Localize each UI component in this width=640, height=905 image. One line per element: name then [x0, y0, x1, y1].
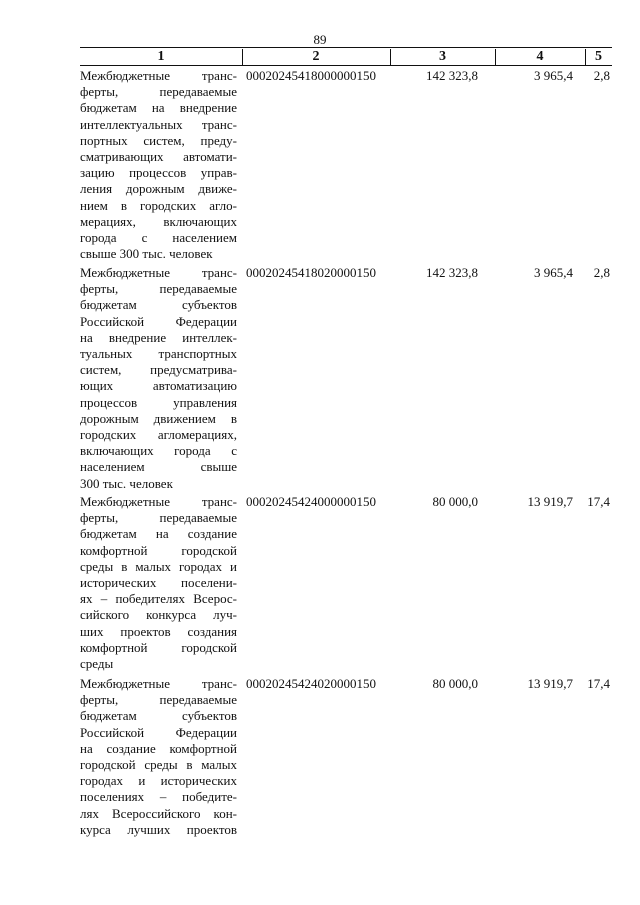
description-line: Российской Федерации — [80, 724, 237, 740]
description-line: свыше 300 тыс. человек — [80, 246, 213, 262]
description-line: среды в малых городах и — [80, 558, 237, 574]
value-col-5: 17,4 — [587, 676, 610, 691]
value-col-5: 2,8 — [593, 265, 610, 280]
description-line: ферты, передаваемые — [80, 84, 237, 100]
row-description — [80, 68, 237, 262]
description-line: города с населением — [80, 230, 237, 246]
description-line: поселениях – победите- — [80, 789, 237, 805]
description-line: комфортной городской — [80, 542, 237, 558]
description-line: на создание комфортной — [80, 740, 237, 756]
column-header-5: 5 — [595, 49, 602, 64]
description-line: курса лучших проектов — [80, 821, 237, 837]
value-col-3: 80 000,0 — [432, 494, 478, 509]
table-header-bottom-rule — [80, 65, 612, 66]
description-line: дорожным движением в — [80, 410, 237, 426]
row-description — [80, 494, 237, 672]
description-line: включающих города с — [80, 443, 237, 459]
description-line: сийского конкурса луч- — [80, 607, 237, 623]
description-line: ферты, передаваемые — [80, 510, 237, 526]
value-col-5: 2,8 — [593, 68, 610, 83]
value-col-4: 13 919,7 — [527, 494, 573, 509]
budget-code: 00020245418000000150 — [246, 68, 376, 83]
column-header-3: 3 — [439, 49, 446, 64]
description-line: населением свыше — [80, 459, 237, 475]
row-description — [80, 265, 237, 492]
budget-code: 00020245418020000150 — [246, 265, 376, 280]
description-line: бюджетам субъектов — [80, 297, 237, 313]
description-line: процессов управления — [80, 394, 237, 410]
description-line: исторических поселени- — [80, 575, 237, 591]
value-col-3: 80 000,0 — [432, 676, 478, 691]
description-line: Межбюджетные транс- — [80, 494, 237, 509]
value-col-5: 17,4 — [587, 494, 610, 509]
description-line: зацию процессов управ- — [80, 165, 237, 181]
value-col-3: 142 323,8 — [426, 265, 478, 280]
description-line: бюджетам на создание — [80, 526, 237, 542]
description-line: Межбюджетные транс- — [80, 265, 237, 280]
description-line: систем, предусматрива- — [80, 362, 237, 378]
description-line: интеллектуальных транс- — [80, 116, 237, 132]
description-line: бюджетам субъектов — [80, 708, 237, 724]
description-line: туальных транспортных — [80, 346, 237, 362]
value-col-4: 3 965,4 — [534, 265, 573, 280]
description-line: портных систем, преду- — [80, 132, 237, 148]
description-line: на внедрение интеллек- — [80, 329, 237, 345]
description-line: ющих автоматизацию — [80, 378, 237, 394]
table-top-rule — [80, 47, 612, 48]
description-line: бюджетам на внедрение — [80, 100, 237, 116]
budget-code: 00020245424020000150 — [246, 676, 376, 691]
description-line: 300 тыс. человек — [80, 475, 173, 491]
description-line: сматривающих автомати- — [80, 149, 237, 165]
column-header-2: 2 — [312, 49, 320, 64]
description-line: Межбюджетные транс- — [80, 68, 237, 83]
value-col-4: 13 919,7 — [527, 676, 573, 691]
value-col-3: 142 323,8 — [426, 68, 478, 83]
budget-code: 00020245424000000150 — [246, 494, 376, 509]
description-line: лях Всероссийского кон- — [80, 805, 237, 821]
description-line: ферты, передаваемые — [80, 692, 237, 708]
column-header-1: 1 — [157, 49, 165, 64]
description-line: Межбюджетные транс- — [80, 676, 237, 691]
table-header-row — [80, 49, 612, 64]
description-line: ферты, передаваемые — [80, 281, 237, 297]
description-line: городской среды в малых — [80, 757, 237, 773]
description-line: ших проектов создания — [80, 623, 237, 639]
description-line: ях – победителях Всерос- — [80, 591, 237, 607]
value-col-4: 3 965,4 — [534, 68, 573, 83]
description-line: городских агломерациях, — [80, 427, 237, 443]
description-line: среды — [80, 656, 114, 672]
row-description — [80, 676, 237, 838]
column-header-4: 4 — [536, 49, 544, 64]
description-line: городах и исторических — [80, 773, 237, 789]
description-line: ления дорожным движе- — [80, 181, 237, 197]
description-line: нием в городских агло- — [80, 197, 237, 213]
page-number: 89 — [313, 32, 327, 47]
description-line: комфортной городской — [80, 639, 237, 655]
description-line: Российской Федерации — [80, 313, 237, 329]
description-line: мерациях, включающих — [80, 213, 237, 229]
